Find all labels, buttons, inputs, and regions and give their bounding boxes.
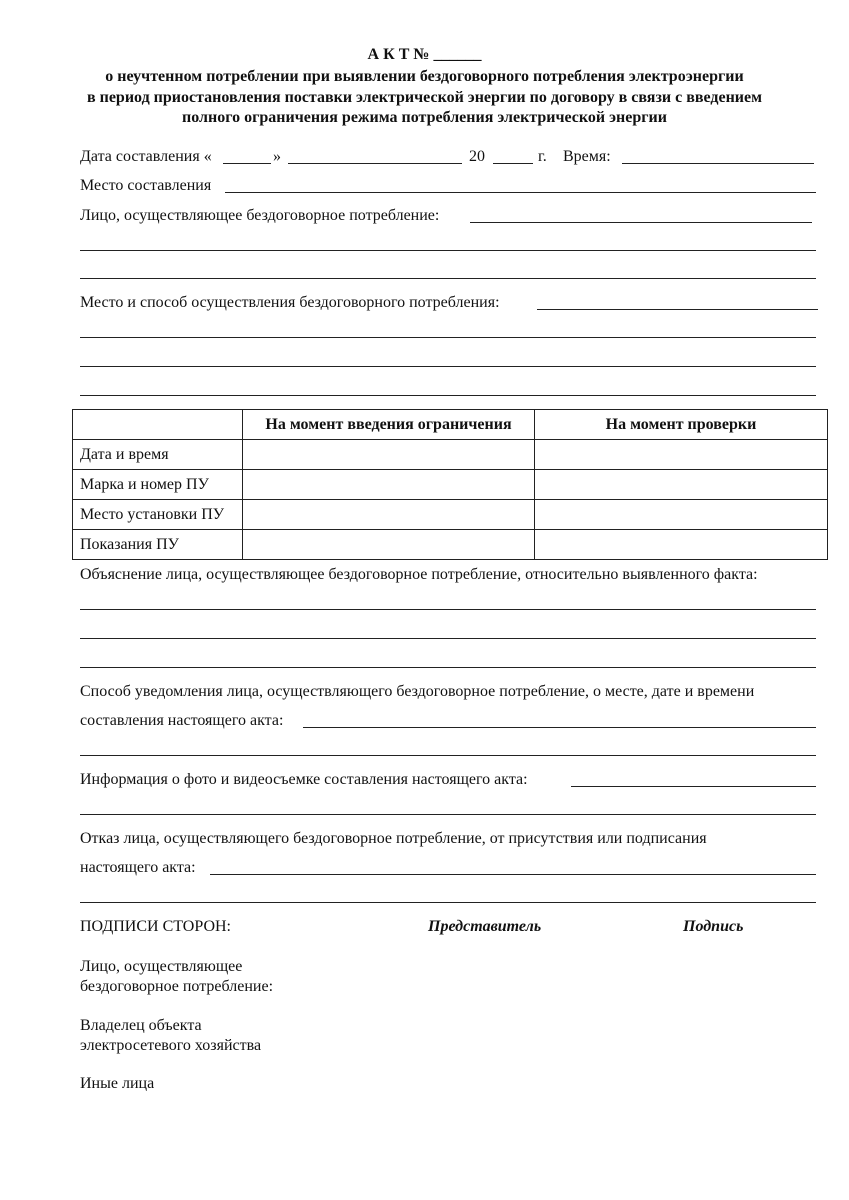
year-field[interactable] xyxy=(493,163,533,164)
blank-line[interactable] xyxy=(80,278,816,279)
blank-line[interactable] xyxy=(80,902,816,903)
title-line-2: в период приостановления поставки электрической энергии по договору в связи с введением xyxy=(86,89,763,106)
table-cell[interactable] xyxy=(243,440,535,470)
party-2-line-1: Владелец объекта xyxy=(80,1017,202,1034)
day-field[interactable] xyxy=(223,163,271,164)
month-field[interactable] xyxy=(288,163,462,164)
act-title: А К Т № ______ xyxy=(367,46,482,63)
date-label: Дата составления « xyxy=(80,148,212,165)
table-header-row xyxy=(73,410,828,440)
notify-field[interactable] xyxy=(303,727,816,728)
place-field[interactable] xyxy=(225,192,816,193)
table-row xyxy=(73,440,828,470)
title-line-1: о неучтенном потреблении при выявлении бездоговорного потребления электроэнергии xyxy=(105,68,744,85)
refusal-label-line-1: Отказ лица, осуществляющего бездоговорное потребление, от присутствия или подписания xyxy=(80,830,707,847)
table-cell[interactable] xyxy=(535,530,828,560)
party-1-line-1: Лицо, осуществляющее xyxy=(80,958,243,975)
party-3: Иные лица xyxy=(80,1075,155,1092)
row-label: Марка и номер ПУ xyxy=(73,470,243,500)
time-label: Время: xyxy=(563,148,611,165)
table-header: На момент проверки xyxy=(535,410,828,440)
date-quote-close: » xyxy=(273,148,281,165)
blank-line[interactable] xyxy=(80,638,816,639)
title-line-3: полного ограничения режима потребления электрической энергии xyxy=(182,109,667,126)
table-header: На момент введения ограничения xyxy=(243,410,535,440)
row-label: Место установки ПУ xyxy=(73,500,243,530)
party-1-line-2: бездоговорное потребление: xyxy=(80,978,274,995)
photo-label: Информация о фото и видеосъемке составления настоящего акта: xyxy=(80,771,528,788)
method-label: Место и способ осуществления бездоговорного потребления: xyxy=(80,294,500,311)
time-field[interactable] xyxy=(622,163,814,164)
photo-field[interactable] xyxy=(571,786,816,787)
person-field[interactable] xyxy=(470,222,812,223)
person-label: Лицо, осуществляющее бездоговорное потребление: xyxy=(80,207,440,224)
blank-line[interactable] xyxy=(80,395,816,396)
blank-line[interactable] xyxy=(80,337,816,338)
party-2-line-2: электросетевого хозяйства xyxy=(80,1037,262,1054)
signature-column: Подпись xyxy=(683,918,744,935)
notify-label-line-2: составления настоящего акта: xyxy=(80,712,284,729)
table-cell[interactable] xyxy=(243,470,535,500)
blank-line[interactable] xyxy=(80,755,816,756)
blank-line[interactable] xyxy=(80,814,816,815)
refusal-field[interactable] xyxy=(210,874,816,875)
table-cell[interactable] xyxy=(535,470,828,500)
method-field[interactable] xyxy=(537,309,818,310)
table-cell[interactable] xyxy=(535,500,828,530)
row-label: Дата и время xyxy=(73,440,243,470)
table-header xyxy=(73,410,243,440)
refusal-label-line-2: настоящего акта: xyxy=(80,859,196,876)
blank-line[interactable] xyxy=(80,609,816,610)
representative-column: Представитель xyxy=(428,918,542,935)
year-prefix: 20 xyxy=(469,148,485,165)
notify-label-line-1: Способ уведомления лица, осуществляющего бездоговорное потребление, о месте, дате и времени xyxy=(80,683,755,700)
meter-table xyxy=(72,409,828,560)
table-row xyxy=(73,530,828,560)
table-cell[interactable] xyxy=(243,500,535,530)
blank-line[interactable] xyxy=(80,366,816,367)
row-label: Показания ПУ xyxy=(73,530,243,560)
table-row xyxy=(73,500,828,530)
year-suffix: г. xyxy=(538,148,547,165)
blank-line[interactable] xyxy=(80,250,816,251)
table-cell[interactable] xyxy=(243,530,535,560)
place-label: Место составления xyxy=(80,177,212,194)
table-row xyxy=(73,470,828,500)
table-cell[interactable] xyxy=(535,440,828,470)
signatures-heading: ПОДПИСИ СТОРОН: xyxy=(80,918,231,935)
explanation-label: Объяснение лица, осуществляющее бездоговорное потребление, относительно выявленного факта: xyxy=(80,566,758,583)
blank-line[interactable] xyxy=(80,667,816,668)
